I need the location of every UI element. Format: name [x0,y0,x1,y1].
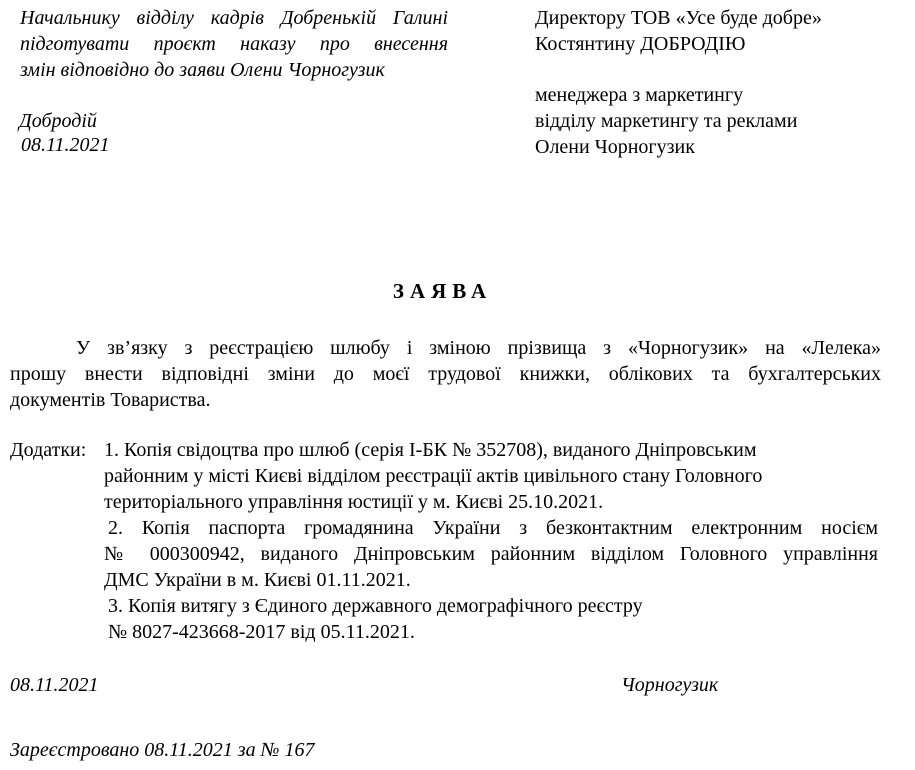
attachment-item-3 [108,593,643,645]
attachments-label: Додатки: [10,439,87,461]
attachment-1-line-2: районним у місті Києві відділом реєстрації актів цивільного стану Головного [104,465,763,487]
resolution-line-3: змін відповідно до заяви Олени Чорногузик [20,59,385,81]
sender-line-2: відділу маркетингу та реклами [535,110,798,132]
attachment-3-line-1: 3. Копія витягу з Єдиного державного демографічного реєстру [108,595,643,617]
body-line-2: прошу внести відповідні зміни до моєї трудової книжки, облікових та бухгалтерських [10,363,881,385]
resolution-line-1: Начальнику відділу кадрів Добренькій Галині [20,7,448,29]
resolution-date: 08.11.2021 [21,134,110,156]
addressee-block [535,5,822,57]
resolution-block [20,5,448,83]
attachment-3-line-2: № 8027-423668-2017 від 05.11.2021. [108,621,415,643]
sender-line-3: Олени Чорногузик [535,136,695,158]
attachment-2-line-2: № 000300942, виданого Дніпровським районним відділом Головного управління [104,543,878,565]
body-paragraph [10,335,881,413]
registration-note: Зареєстровано 08.11.2021 за № 167 [10,739,315,761]
attachment-1-line-1: 1. Копія свідоцтва про шлюб (серія І-БК № 352708), виданого Дніпровським [104,439,757,461]
attachment-2-line-1: 2. Копія паспорта громадянина України з безконтактним електронним носієм [108,517,878,539]
footer-signature: Чорногузик [621,674,719,696]
attachment-1-line-3: територіального управління юстиції у м. Києві 25.10.2021. [104,491,604,513]
footer-date: 08.11.2021 [10,674,99,696]
resolution-line-2: підготувати проєкт наказу про внесення [20,33,448,55]
resolution-signature: Добродій [19,110,97,132]
addressee-line-2: Костянтину ДОБРОДІЮ [535,33,746,55]
body-line-3: документів Товариства. [10,389,211,411]
document-title: ЗАЯВА [392,279,493,303]
attachment-item-2 [104,515,878,593]
body-line-1: У зв’язку з реєстрацією шлюбу і зміною прізвища з «Чорногузик» на «Лелека» [76,337,881,359]
sender-block [535,82,797,160]
attachment-item-1 [104,437,762,515]
addressee-line-1: Директору ТОВ «Усе буде добре» [535,7,822,29]
attachment-2-line-3: ДМС України в м. Києві 01.11.2021. [104,569,411,591]
sender-line-1: менеджера з маркетингу [535,84,744,106]
